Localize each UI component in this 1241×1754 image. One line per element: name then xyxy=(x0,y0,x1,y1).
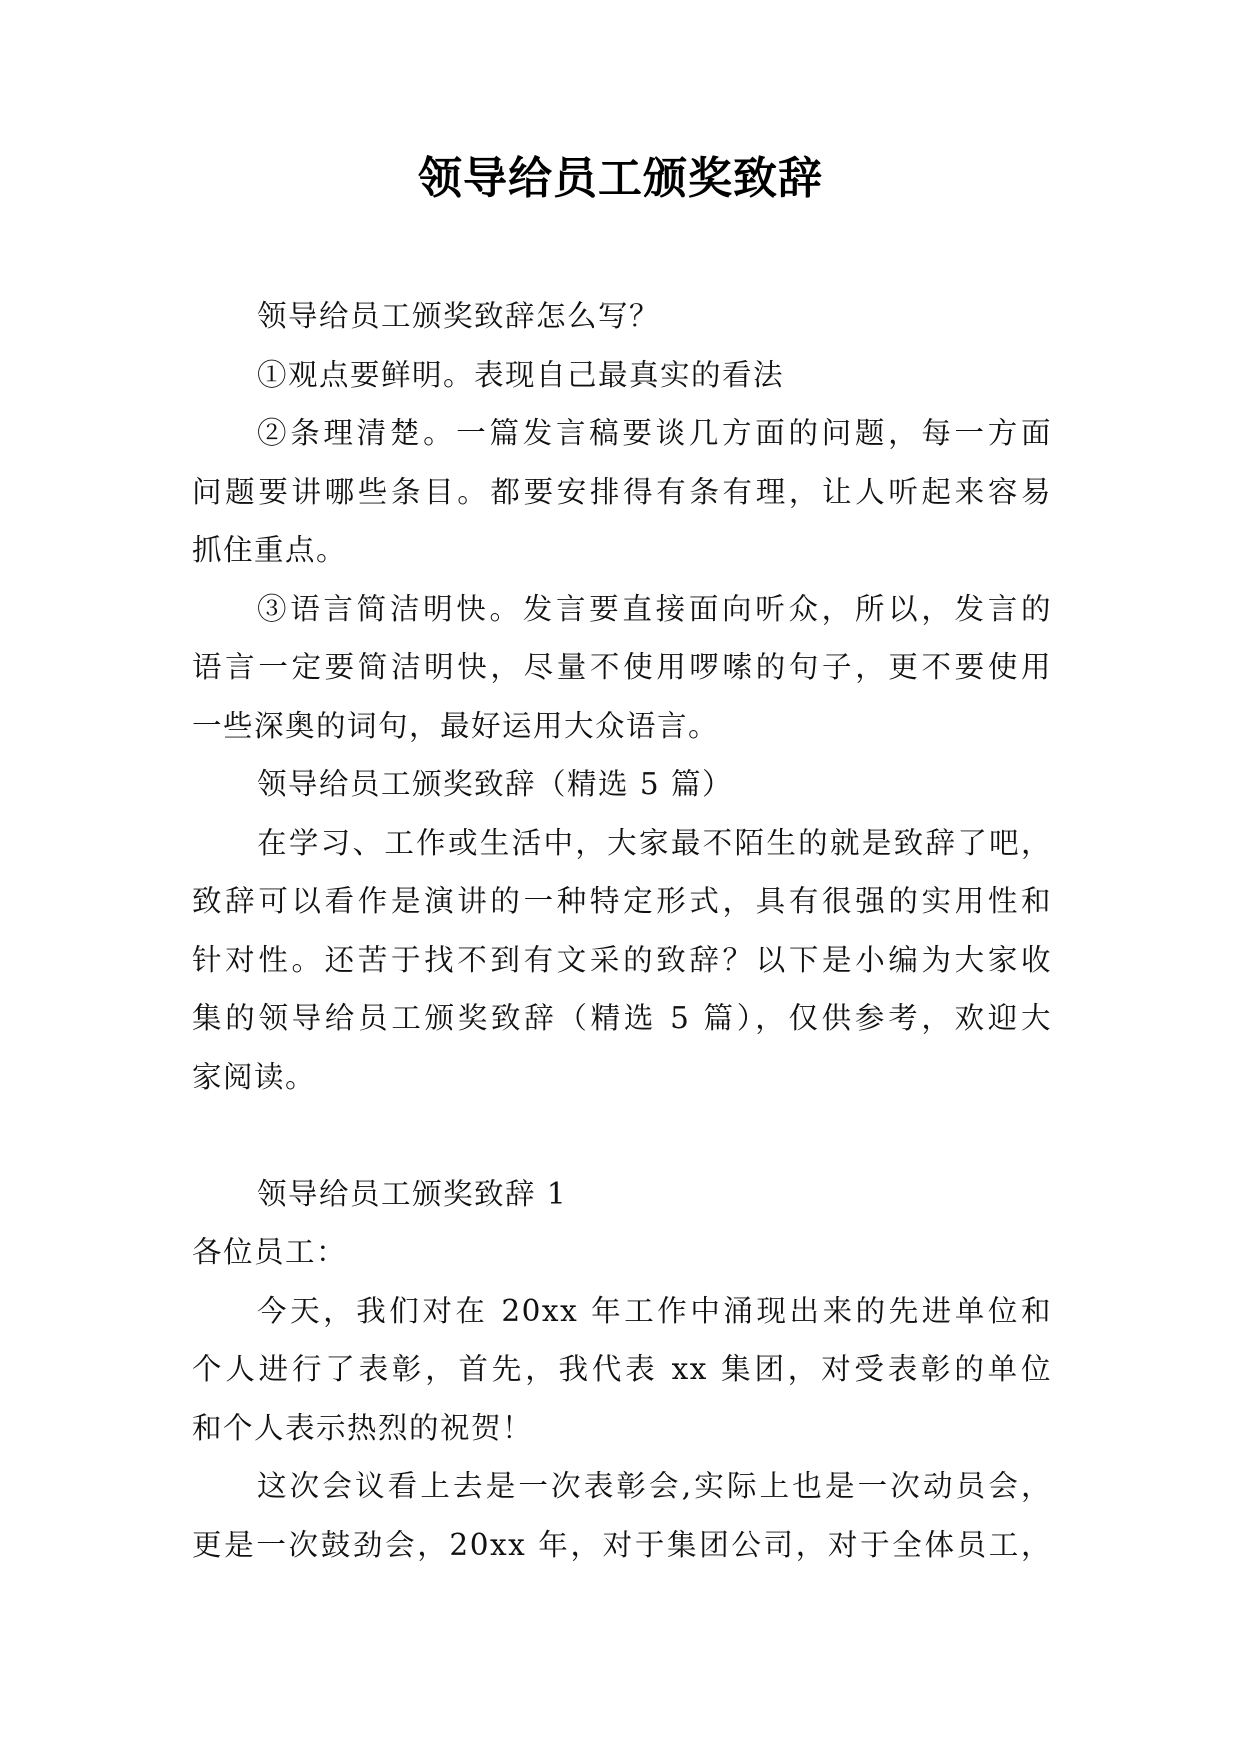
point-3 xyxy=(192,580,1052,756)
paragraph-line: 问题要讲哪些条目。都要安排得有条有理，让人听起来容易 xyxy=(192,474,1052,509)
paragraph-line: 在学习、工作或生活中，大家最不陌生的就是致辞了吧， xyxy=(257,825,1052,860)
paragraph-line: 领导给员工颁奖致辞怎么写？ xyxy=(257,299,661,333)
paragraph-line: 语言一定要简洁明快，尽量不使用啰嗦的句子，更不要使用 xyxy=(192,650,1052,684)
collection-heading xyxy=(192,755,1052,814)
document-body xyxy=(192,287,1052,1574)
paragraph-line: 抓住重点。 xyxy=(192,533,348,567)
paragraph-line: 针对性。还苦于找不到有文采的致辞？以下是小编为大家收 xyxy=(192,942,1052,977)
paragraph-line: 领导给员工颁奖致辞 1 xyxy=(257,1176,568,1211)
paragraph-line: 各位员工： xyxy=(192,1235,348,1269)
paragraph-line: ③语言简洁明快。发言要直接面向听众，所以，发言的 xyxy=(257,591,1052,626)
paragraph-line: 领导给员工颁奖致辞（精选 5 篇） xyxy=(257,767,734,801)
paragraph-line: 集的领导给员工颁奖致辞（精选 5 篇），仅供参考，欢迎大 xyxy=(192,1001,1052,1035)
paragraph-line: 更是一次鼓劲会，20xx 年，对于集团公司，对于全体员工， xyxy=(192,1527,1052,1562)
paragraph-line: ①观点要鲜明。表现自己最真实的看法 xyxy=(257,357,785,392)
document-title: 领导给员工颁奖致辞 xyxy=(418,153,823,204)
paragraph-line: 这次会议看上去是一次表彰会,实际上也是一次动员会， xyxy=(257,1469,1052,1503)
speech-paragraph xyxy=(192,1457,1052,1574)
salutation xyxy=(192,1223,1052,1282)
paragraph-line: 致辞可以看作是演讲的一种特定形式，具有很强的实用性和 xyxy=(192,884,1052,918)
paragraph-line: 一些深奥的词句，最好运用大众语言。 xyxy=(192,708,720,743)
paragraph-line: ②条理清楚。一篇发言稿要谈几方面的问题，每一方面 xyxy=(257,416,1052,450)
paragraph-line: 家阅读。 xyxy=(192,1059,317,1094)
paragraph-line: 个人进行了表彰，首先，我代表 xx 集团，对受表彰的单位 xyxy=(192,1352,1052,1386)
paragraph-line: 今天，我们对在 20xx 年工作中涌现出来的先进单位和 xyxy=(257,1293,1052,1328)
speech-1-heading xyxy=(192,1165,1052,1224)
intro-paragraph xyxy=(192,814,1052,1107)
intro-question xyxy=(192,287,1052,346)
paragraph-line: 和个人表示热烈的祝贺！ xyxy=(192,1410,534,1445)
point-2 xyxy=(192,404,1052,580)
speech-paragraph xyxy=(192,1282,1052,1458)
blank-line xyxy=(192,1106,1052,1165)
point-1 xyxy=(192,346,1052,405)
